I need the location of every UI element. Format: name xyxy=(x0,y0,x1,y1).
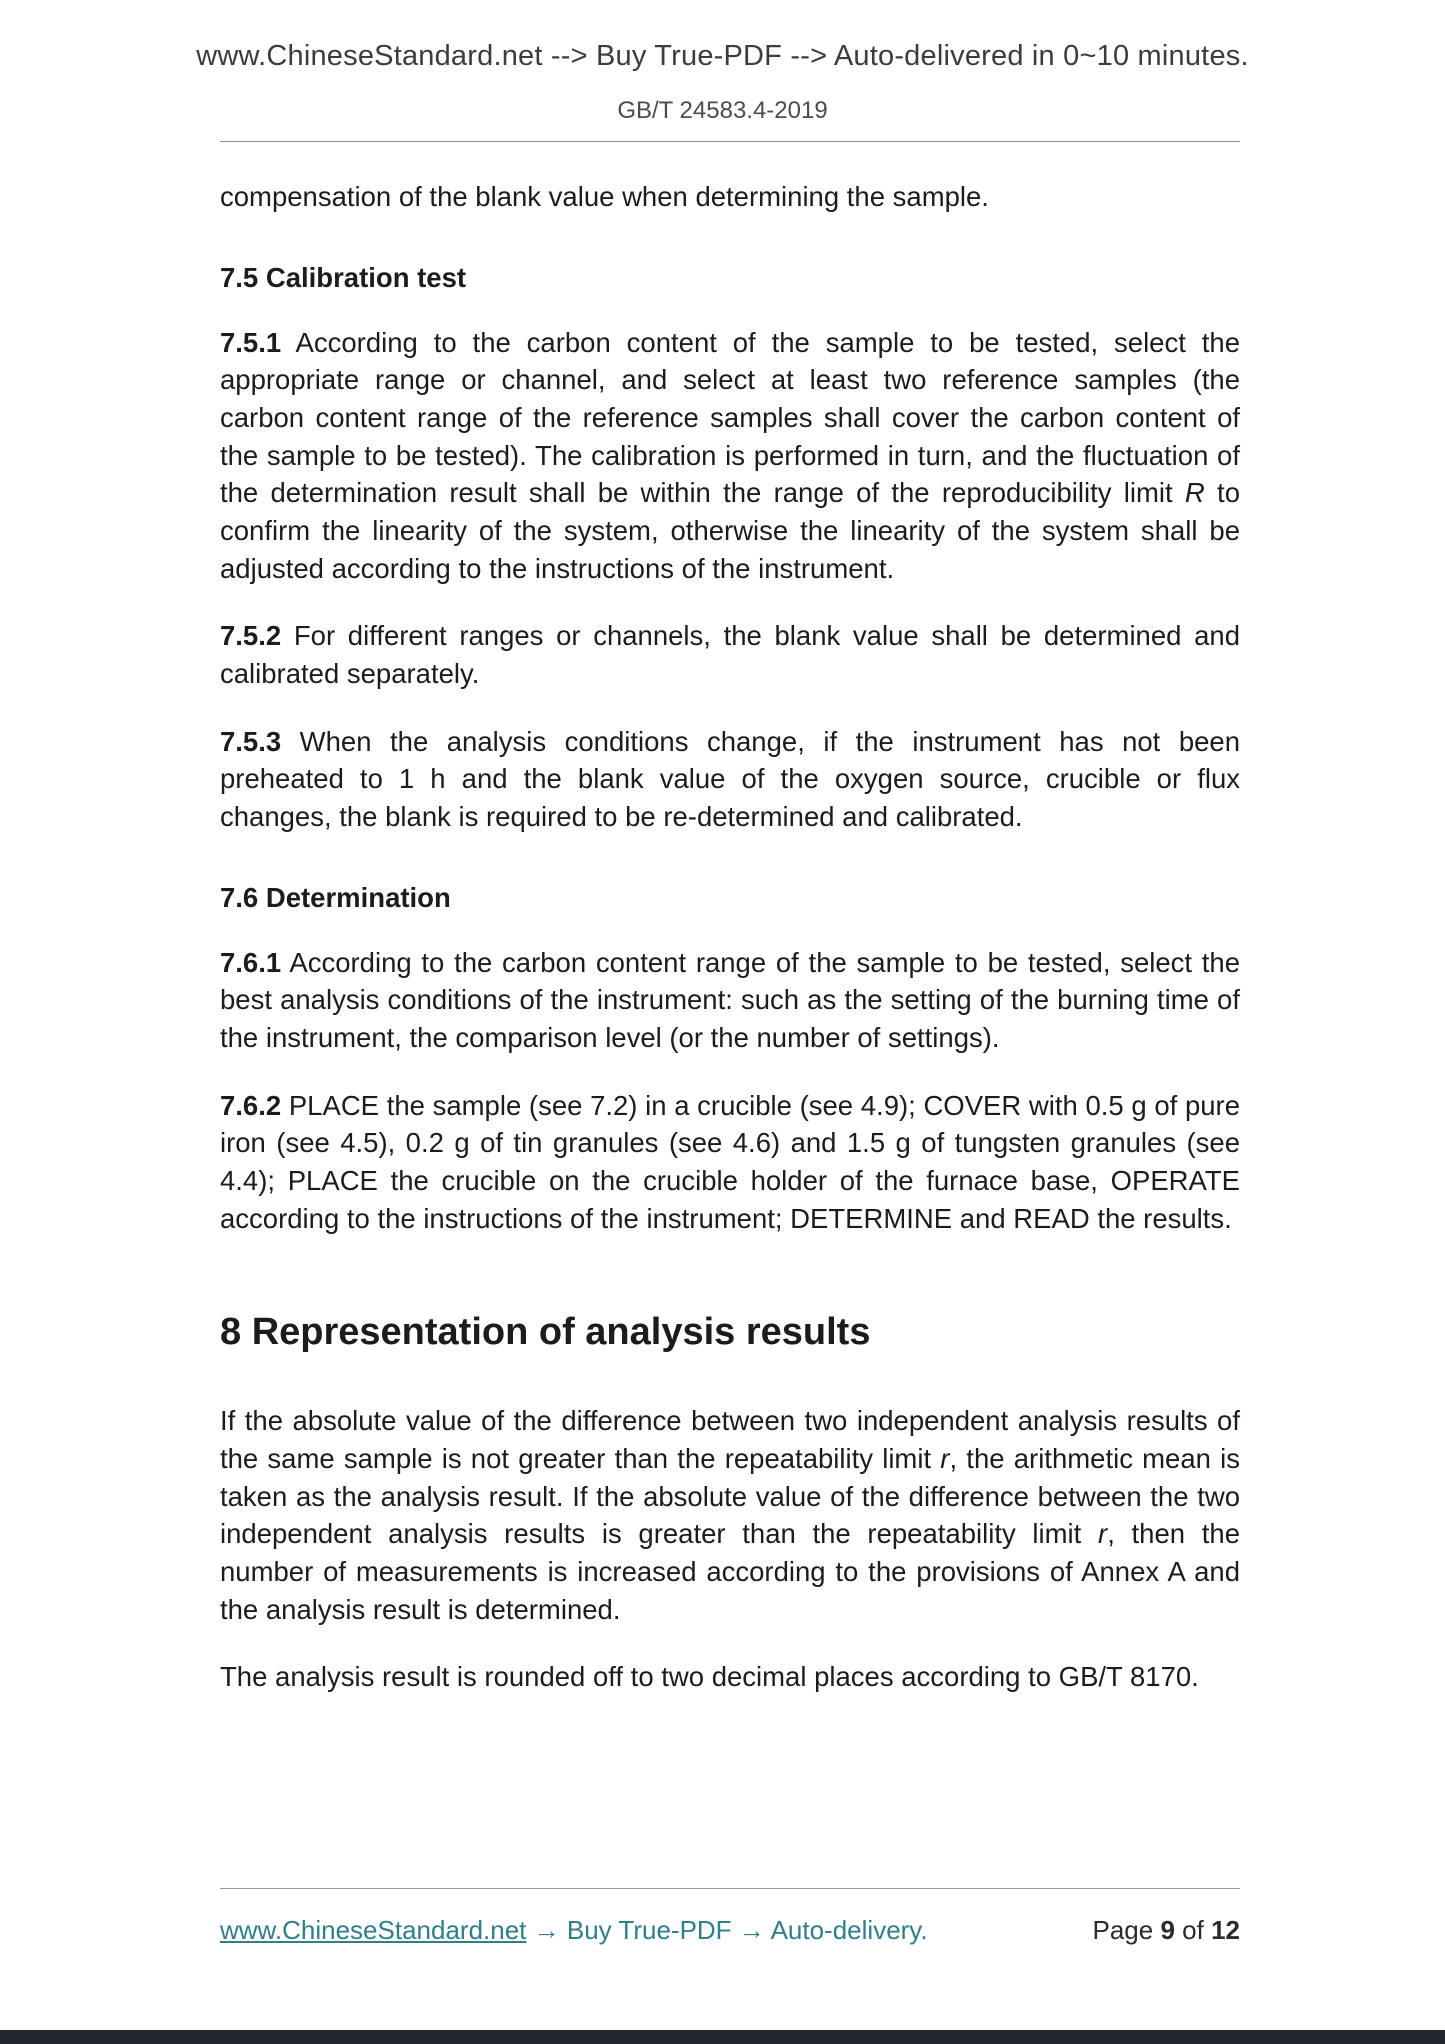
body-paragraph xyxy=(220,617,1240,692)
body-paragraph xyxy=(220,324,1240,588)
text-run: r xyxy=(1098,1518,1108,1550)
body-paragraph xyxy=(220,1658,1240,1696)
footer-link[interactable] xyxy=(220,1915,928,1946)
standard-code: GB/T 24583.4-2019 xyxy=(617,97,828,124)
page-indicator xyxy=(1092,1915,1240,1946)
text-run: , then the number of measurements is increased according to the provisions of Annex A and the analysis result is determined. xyxy=(220,1518,1240,1625)
text-run: If the absolute value of the difference between two independent analysis results of the same sample is not greater than the repeatability limit xyxy=(220,1405,1240,1475)
site-header-line: www.ChineseStandard.net --> Buy True-PDF --> Auto-delivered in 0~10 minutes. xyxy=(196,40,1249,72)
text-run: 7.5.3 xyxy=(220,725,282,757)
body-paragraph xyxy=(220,1087,1240,1238)
viewer-bottom-edge xyxy=(0,2030,1445,2044)
text-run: R xyxy=(1184,477,1205,509)
text-run: According to the carbon content range of the sample to be tested, select the best analysis conditions of the instrument: such as the setting of the burning time of the instrument, the comparison level (or the number of settings). xyxy=(220,946,1240,1054)
page-indicator-current: 9 xyxy=(1160,1915,1175,1945)
text-run: For different ranges or channels, the blank value shall be determined and calibrated separately. xyxy=(220,620,1240,690)
text-run: to confirm the linearity of the system, otherwise the linearity of the system shall be adjusted according to the instructions of the instrument. xyxy=(220,477,1240,584)
document-body xyxy=(0,142,1445,1696)
section-heading xyxy=(220,882,1240,914)
page-footer xyxy=(220,1888,1240,1946)
text-run: When the analysis conditions change, if the instrument has not been preheated to 1 h and the blank value of the oxygen source, crucible or flux changes, the blank is required to be re-determined and calibrated. xyxy=(220,725,1240,833)
text-run: 8 Representation of analysis results xyxy=(220,1311,871,1354)
text-run: 7.6.2 xyxy=(220,1089,282,1121)
text-run: 7.5.2 xyxy=(220,620,282,652)
text-run: According to the carbon content of the sample to be tested, select the appropriate range or channel, and select at least two reference samples (the carbon content range of the reference samples shall cover the carbon content of the sample to be tested). The calibration is performed in turn, and the fluctuation of the determination result shall be within the range of the reproducibility limit xyxy=(220,326,1240,509)
body-paragraph xyxy=(220,723,1240,836)
text-run: compensation of the blank value when determining the sample. xyxy=(220,181,989,212)
text-run: 7.6.1 xyxy=(220,946,282,978)
page-header xyxy=(0,0,1445,125)
section-heading xyxy=(220,262,1240,294)
body-paragraph xyxy=(220,1402,1240,1628)
footer-link-rest: → Buy True-PDF → Auto-delivery. xyxy=(526,1915,928,1945)
text-run: 7.6 Determination xyxy=(220,881,451,913)
text-run: , the arithmetic mean is taken as the analysis result. If the absolute value of the difference between the two independent analysis results is greater than the repeatability limit xyxy=(220,1443,1240,1550)
text-run: 7.5 Calibration test xyxy=(220,261,467,293)
text-run: PLACE the sample (see 7.2) in a crucible (see 4.9); COVER with 0.5 g of pure iron (see 4.5), 0.2 g of tin granules (see 4.6) and 1.5 g of tungsten granules (see 4.4); PLACE the crucible on the crucible holder of the furnace base, OPERATE according to the instructions of the instrument; DETERMINE and READ the results. xyxy=(220,1089,1240,1234)
text-run: 7.5.1 xyxy=(220,326,282,358)
body-paragraph xyxy=(220,178,1240,216)
section-heading xyxy=(220,1311,1240,1354)
text-run: r xyxy=(940,1443,950,1475)
text-run: The analysis result is rounded off to two decimal places according to GB/T 8170. xyxy=(220,1661,1199,1693)
page-indicator-label: Page xyxy=(1092,1915,1154,1945)
footer-divider xyxy=(220,1888,1240,1889)
page-indicator-total: 12 xyxy=(1211,1915,1240,1945)
page-indicator-of: of xyxy=(1182,1915,1204,1945)
footer-link-domain[interactable]: www.ChineseStandard.net xyxy=(220,1915,527,1945)
body-paragraph xyxy=(220,944,1240,1057)
